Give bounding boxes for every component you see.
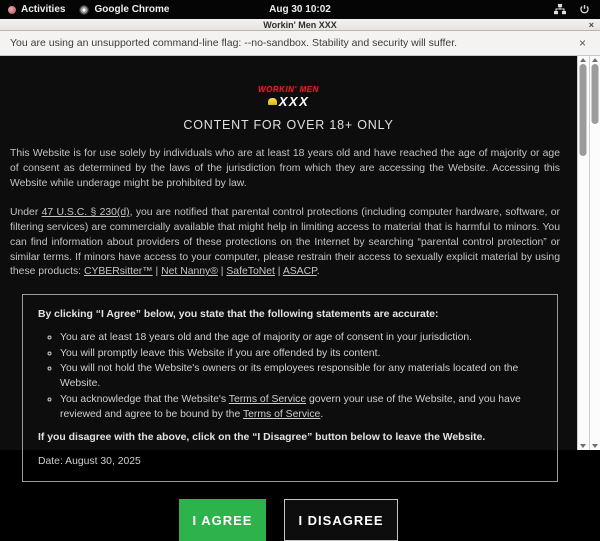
consent-buttons [0,499,577,541]
outer-scrollbar[interactable] [589,56,600,450]
parental-control-paragraph [10,206,560,280]
infobar-message: You are using an unsupported command-line flag: --no-sandbox. Stability and security will suffer. [0,37,579,49]
hardhat-icon [268,98,277,105]
network-icon[interactable] [554,4,566,15]
usc-230d-link[interactable]: 47 U.S.C. § 230(d) [42,207,130,218]
scroll-up-icon[interactable] [580,58,586,62]
scroll-up-icon[interactable] [592,58,598,62]
cybersitter-link[interactable]: CYBERsitter™ [84,266,153,277]
product-separator: | [275,266,283,277]
window-title: Workin' Men XXX [263,20,337,30]
app-menu-button[interactable] [79,4,169,15]
bullet4-text: You acknowledge that the Website's [60,394,229,405]
site-logo-name: WORKIN' MEN [244,86,334,94]
site-logo [244,86,334,108]
disagree-note: If you disagree with the above, click on the “I Disagree” button below to leave the Website. [38,431,542,446]
agreement-intro: By clicking “I Agree” below, you state that the following statements are accurate: [38,308,542,323]
scroll-down-icon[interactable] [592,444,598,448]
agreement-bullet-tos [60,393,542,423]
agreement-bullet: ◦ You will promptly leave this Website if you are offended by its content. [60,347,542,362]
power-icon[interactable] [579,4,590,15]
agreement-bullet-list [38,331,542,423]
netnanny-link[interactable]: Net Nanny® [161,266,218,277]
chrome-icon [79,5,89,15]
terms-of-service-link[interactable]: Terms of Service [243,409,320,420]
chrome-infobar [0,31,600,56]
terms-of-service-link[interactable]: Terms of Service [229,394,306,405]
site-logo-xxx: XXX [279,95,310,108]
page-viewport [0,56,577,450]
inner-scrollbar[interactable] [577,56,589,450]
agree-button[interactable]: I AGREE [179,499,266,541]
bullet4-text: govern your use of the Website, and you have reviewed and agree to be bound by the [60,394,521,420]
product-separator: | [218,266,226,277]
asacp-link[interactable]: ASACP [283,266,317,277]
activities-label: Activities [21,4,65,15]
gnome-top-bar [0,0,600,19]
product-separator: | [153,266,161,277]
date-line: Date: August 30, 2025 [38,455,542,470]
page-title: CONTENT FOR OVER 18+ ONLY [0,118,577,132]
infobar-close-icon[interactable]: × [579,36,600,50]
safetonet-link[interactable]: SafeToNet [226,266,275,277]
scroll-down-icon[interactable] [580,444,586,448]
activities-button[interactable] [8,4,65,15]
age-statement-paragraph: This Website is for use solely by individuals who are at least 18 years old and have reached the age of majority or age of consent as determined by the laws of the jurisdiction from which they are accessing the Website. Accessing this Website while underage might be prohibited by law. [10,147,560,191]
window-title-bar [0,19,600,31]
inner-scrollbar-thumb[interactable] [580,64,587,156]
agreement-bullet: ◦ You will not hold the Website's owners or its employees responsible for any materials located on the Website. [60,362,542,392]
clock[interactable]: Aug 30 10:02 [0,4,600,15]
agreement-box [22,294,558,482]
para2-suffix: . [317,266,320,277]
disagree-button[interactable]: I DISAGREE [284,499,398,541]
bullet4-text: . [320,409,323,420]
activities-dot-icon [8,6,16,14]
agreement-bullet: ◦ You are at least 18 years old and the age of majority or age of consent in your jurisdiction. [60,331,542,346]
outer-scrollbar-thumb[interactable] [591,64,598,124]
scrollbar-area [577,56,600,450]
app-menu-label: Google Chrome [94,4,169,15]
window-close-icon[interactable]: × [589,19,594,31]
para2-prefix: Under [10,207,42,218]
para2-middle: , you are notified that parental control protections (including computer hardware, software, or filtering services) are commercially available that might help in limiting access to material that is harmful to minors. You can find information about providers of these protections on the Internet by searching “parental control protection” or similar terms. If minors have access to your computer, please restrain their access to sexually explicit material by using these products: [10,207,560,277]
